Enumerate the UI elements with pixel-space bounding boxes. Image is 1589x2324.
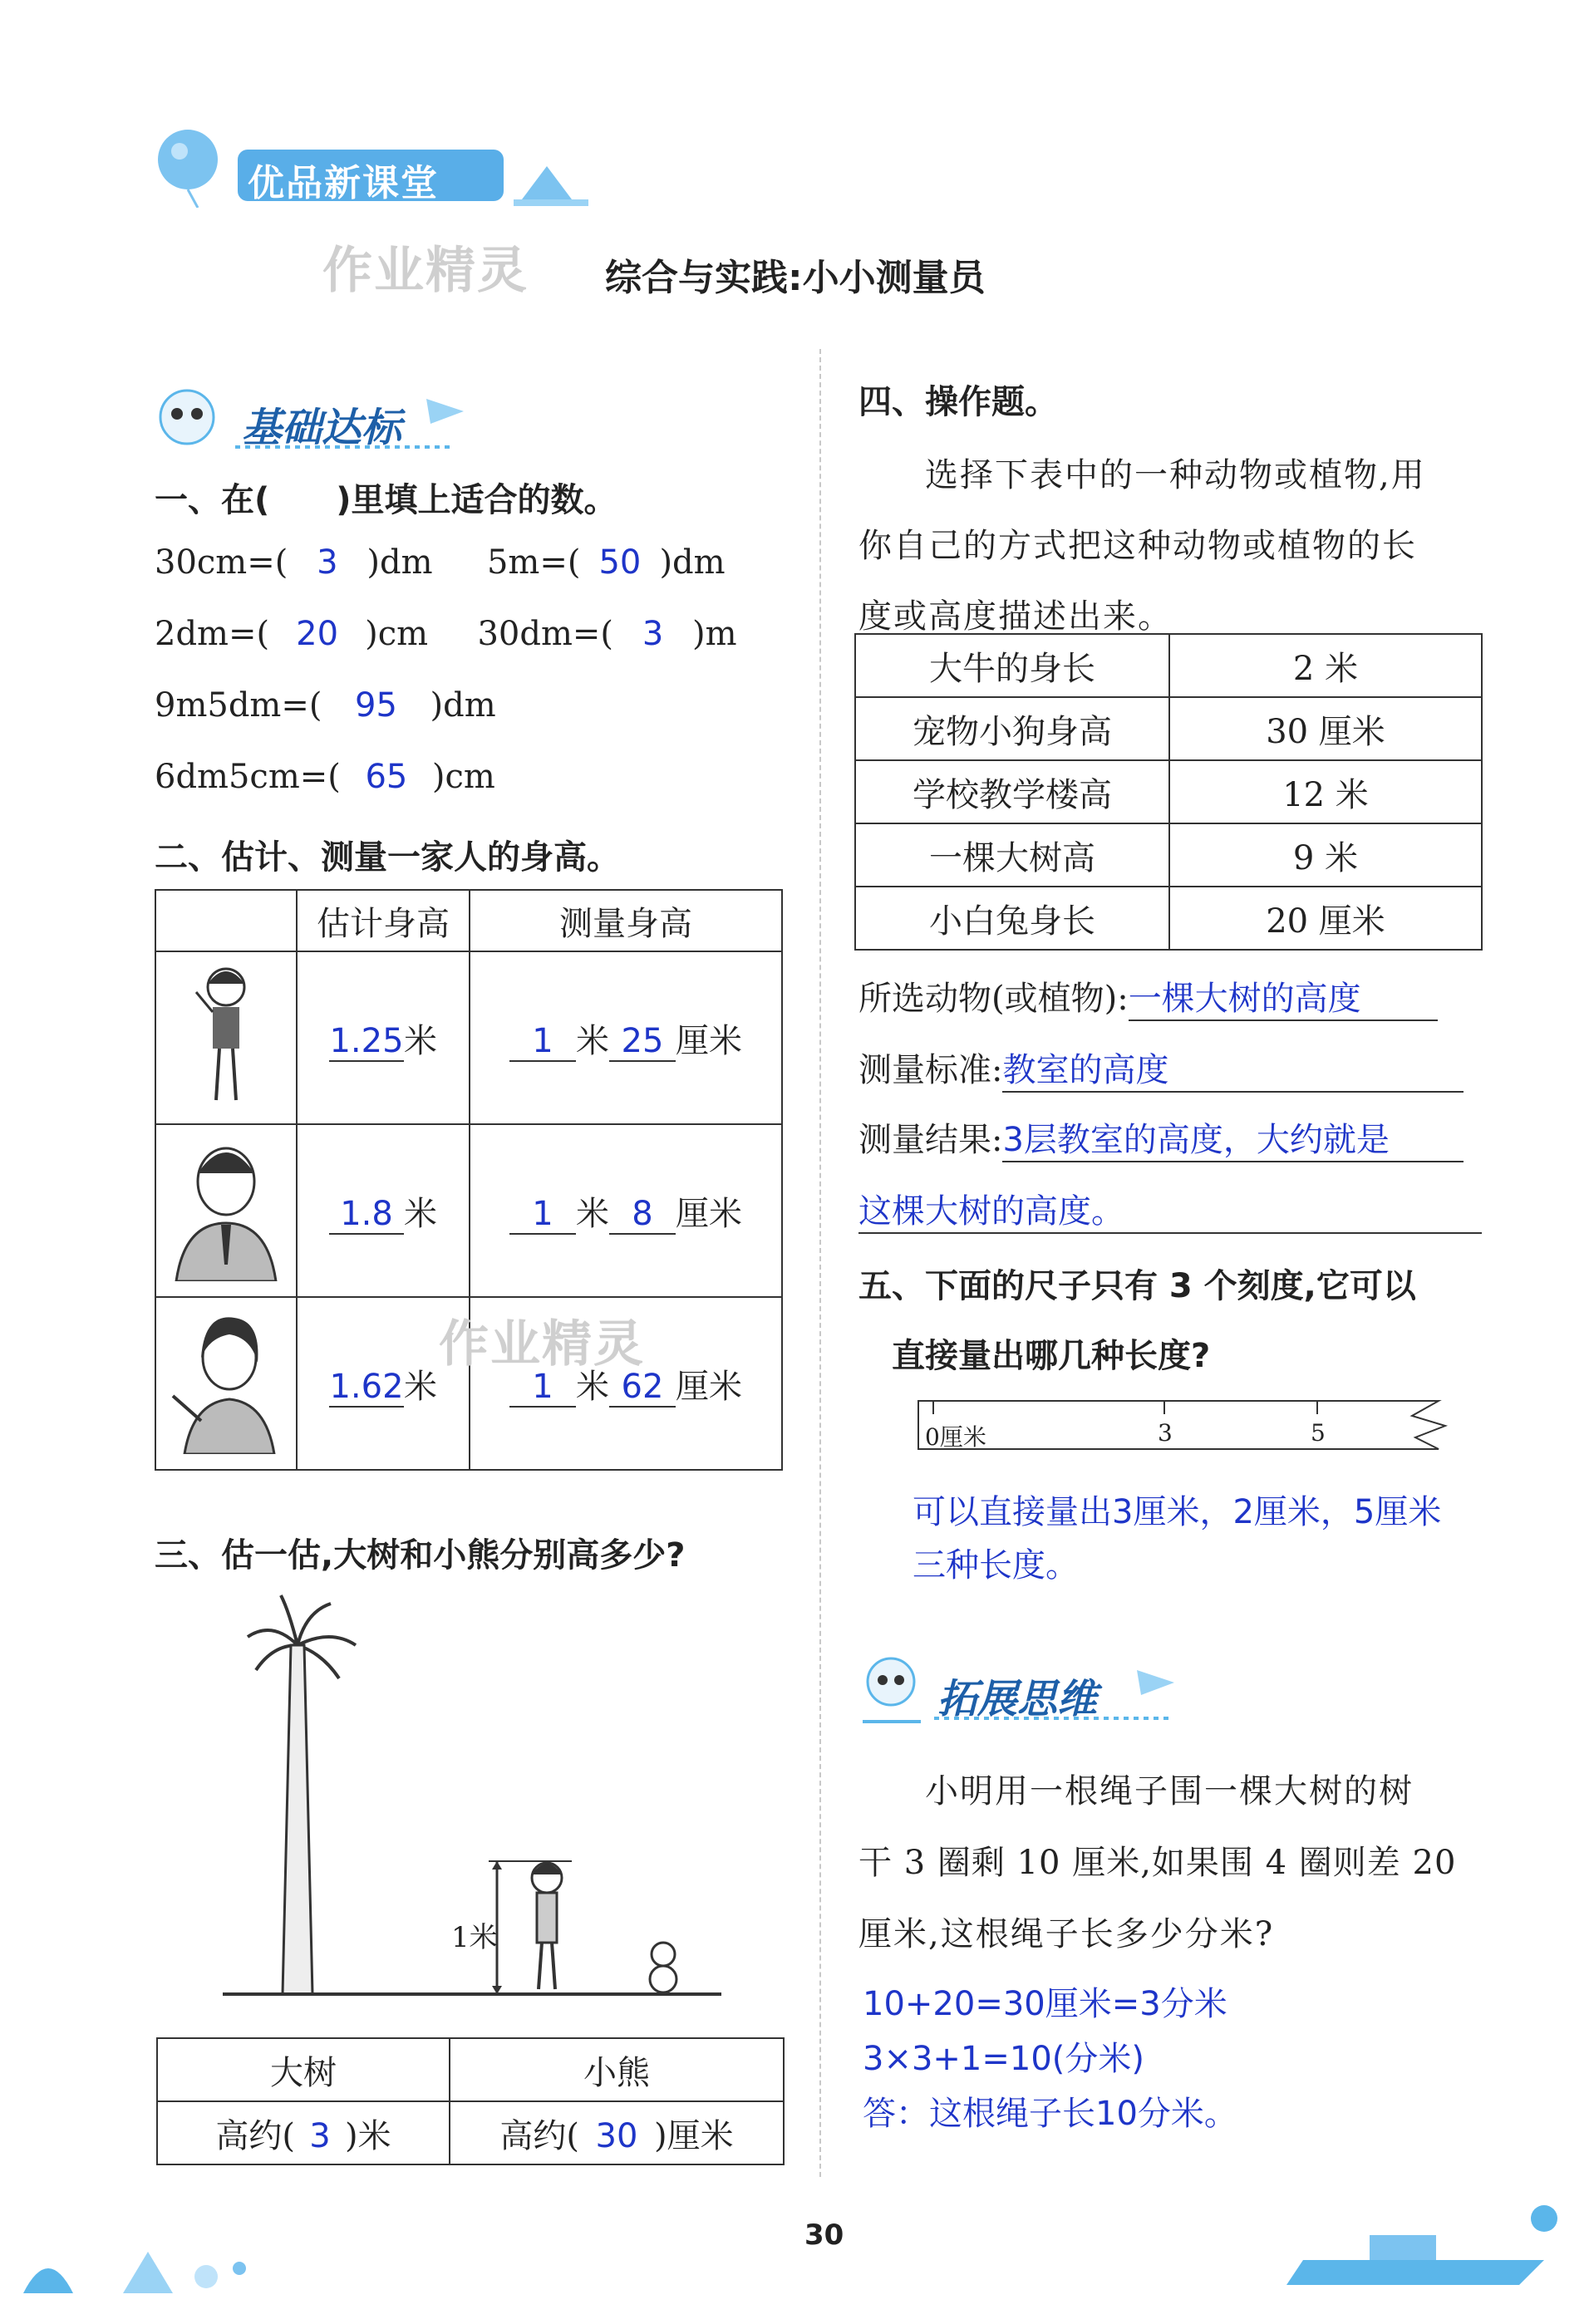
cm-1: 25 — [609, 1022, 676, 1062]
standard-line: 测量标准:教室的高度 — [858, 1044, 1464, 1093]
header-blank — [155, 890, 297, 951]
ext-answer-2: 3×3+1=10(分米) — [863, 2040, 1145, 2078]
ext-para-3: 厘米,这根绳子长多少分米? — [858, 1915, 1275, 1953]
q5-answer-1: 可以直接量出3厘米，2厘米，5厘米 — [913, 1493, 1442, 1531]
flowers-icon — [23, 2210, 372, 2293]
cm-3: 62 — [609, 1368, 676, 1408]
q4-para-3: 度或高度描述出来。 — [858, 597, 1173, 636]
scale-label: 1米 — [451, 1921, 498, 1954]
answer-3: 20 — [296, 615, 339, 653]
ext-para-1: 小明用一根绳子围一棵大树的树 — [925, 1772, 1414, 1811]
ruler-icon — [917, 1398, 1449, 1464]
result-answer-2: 这棵大树的高度。 — [858, 1185, 1482, 1234]
m-1: 1 — [509, 1022, 576, 1062]
footer-decoration-left — [23, 2210, 372, 2297]
col-tree: 大树 — [157, 2038, 450, 2101]
animal-table: 大牛的身长 2 米 宠物小狗身高 30 厘米 学校教学楼高 12 米 一棵大树高 9 米 小白兔身长 20 厘米 — [854, 633, 1483, 951]
man-icon — [168, 1132, 284, 1281]
brand-text: 优品新课堂 — [248, 162, 439, 204]
selected-line: 所选动物(或植物):一棵大树的高度 — [858, 972, 1438, 1021]
result-answer-1: 3层教室的高度，大约就是 — [1002, 1113, 1464, 1162]
badge-basic-label: 基础达标 — [242, 405, 402, 451]
tick-3: 3 — [1158, 1419, 1173, 1447]
selected-answer: 一棵大树的高度 — [1129, 972, 1438, 1021]
ship-icon — [1270, 2194, 1566, 2293]
page-number: 30 — [804, 2218, 844, 2252]
answer-6: 65 — [365, 758, 408, 796]
watermark-mid: 作业精灵 — [439, 1315, 645, 1373]
header-measure: 测量身高 — [470, 890, 782, 951]
standard-answer: 教室的高度 — [1002, 1044, 1464, 1093]
tick-0: 0厘米 — [925, 1423, 986, 1451]
q4-para-1: 选择下表中的一种动物或植物,用 — [925, 456, 1426, 494]
q5-answer-2: 三种长度。 — [913, 1546, 1079, 1585]
header-estimate: 估计身高 — [297, 890, 470, 951]
woman-icon — [168, 1304, 284, 1454]
tree-answer: 3 — [309, 2116, 331, 2155]
ext-answer-1: 10+20=30厘米=3分米 — [863, 1985, 1227, 2023]
tree-bear-table: 大树 小熊 高约( 3 )米 高约( 30 )厘米 — [156, 2037, 785, 2165]
watermark: 作业精灵 — [322, 242, 529, 300]
badge-basic — [152, 374, 468, 460]
q1-row-1: 30cm=( 3 )dm 5m=( 50 )dm — [155, 543, 726, 582]
answer-4: 3 — [642, 615, 664, 653]
answer-5: 95 — [355, 686, 397, 725]
page-title: 综合与实践:小小测量员 — [605, 257, 986, 299]
height-table: 估计身高 测量身高 1.25米 1 米 25 厘米 1.8 米 1 米 8 厘米 1.62米 1 米 62 厘米 — [155, 889, 783, 1471]
bear-answer: 30 — [595, 2116, 638, 2155]
m-3: 1 — [509, 1368, 576, 1408]
ext-para-2: 干 3 圈剩 10 厘米,如果围 4 圈则差 20 — [858, 1844, 1457, 1882]
column-divider — [819, 349, 821, 2177]
cm-2: 8 — [609, 1195, 676, 1235]
est-2: 1.8 — [329, 1195, 404, 1235]
col-bear: 小熊 — [450, 2038, 784, 2101]
ruler — [917, 1398, 1449, 1464]
q1-row-2: 2dm=( 20 )cm 30dm=( 3 )m — [155, 615, 737, 653]
girl-figure — [155, 951, 297, 1124]
q5-heading-2: 直接量出哪几种长度? — [892, 1337, 1211, 1375]
tree-illustration — [223, 1587, 755, 2019]
brand-logo — [148, 116, 613, 208]
badge-extension-label: 拓展思维 — [937, 1676, 1098, 1722]
q1-row-3: 9m5dm=( 95 )dm — [155, 686, 496, 725]
q4-heading: 四、操作题。 — [858, 383, 1058, 421]
est-3: 1.62 — [329, 1367, 404, 1406]
tick-5: 5 — [1311, 1419, 1326, 1447]
ext-answer-3: 答：这根绳子长10分米。 — [863, 2095, 1237, 2133]
footer-decoration-right — [1270, 2194, 1566, 2297]
answer-2: 50 — [598, 543, 642, 582]
est-1: 1.25 — [329, 1021, 404, 1060]
workbook-page — [23, 33, 1566, 2293]
q4-para-2: 你自己的方式把这种动物或植物的长 — [858, 527, 1417, 565]
man-figure — [155, 1124, 297, 1297]
woman-figure — [155, 1297, 297, 1470]
m-2: 1 — [509, 1195, 576, 1235]
result-line-2 — [858, 1185, 1482, 1234]
q3-heading: 三、估一估,大树和小熊分别高多少? — [155, 1536, 686, 1575]
girl-icon — [184, 959, 268, 1108]
result-line: 测量结果:3层教室的高度，大约就是 — [858, 1113, 1464, 1162]
q5-heading-1: 五、下面的尺子只有 3 个刻度,它可以 — [858, 1267, 1416, 1305]
q1-row-4: 6dm5cm=( 65 )cm — [155, 758, 495, 796]
q2-heading: 二、估计、测量一家人的身高。 — [155, 838, 620, 877]
q1-heading: 一、在( )里填上适合的数。 — [155, 481, 617, 519]
answer-1: 3 — [317, 543, 338, 582]
badge-extension — [854, 1645, 1187, 1732]
